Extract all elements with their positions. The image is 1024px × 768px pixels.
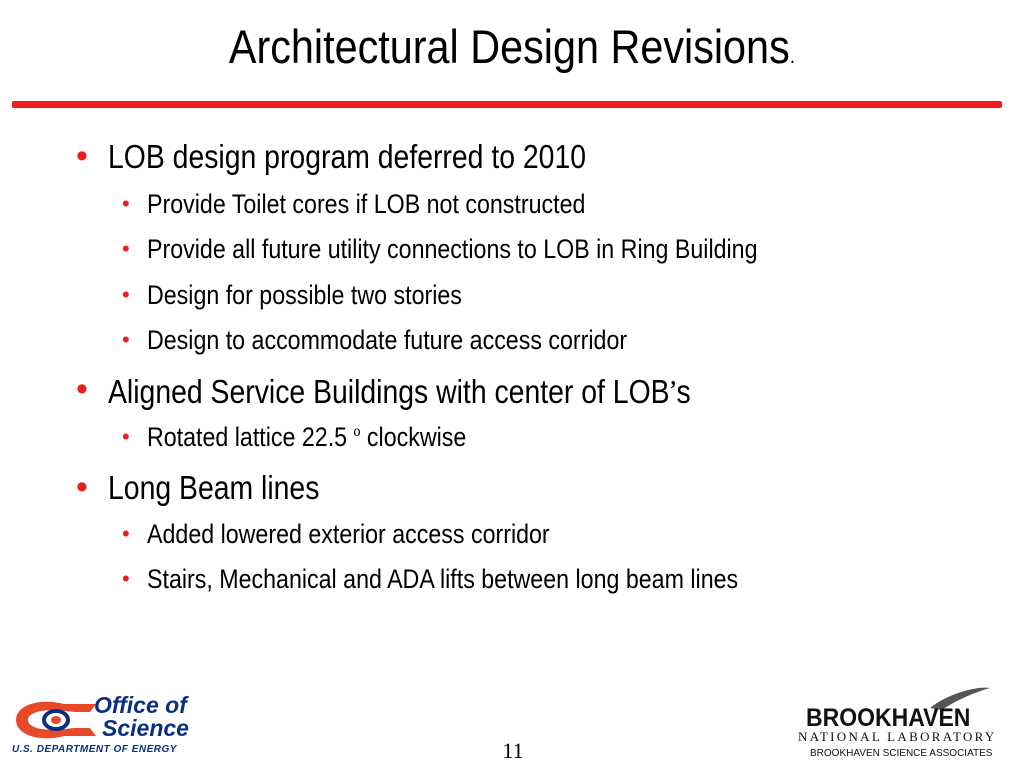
bullet-marker: • [76,468,88,506]
sub-bullet-marker: • [122,191,130,216]
bullet-marker: • [76,137,88,175]
bnl-name: BROOKHAVEN [806,704,971,732]
doe-logo-text [94,694,189,740]
degree-symbol: º [353,423,361,452]
sub-bullet-marker: • [122,327,130,352]
sub-bullet-marker: • [122,521,130,546]
sub-bullet-text: Added lowered exterior access corridor [147,519,550,549]
sub-bullet-text: Design for possible two stories [147,280,462,310]
bullet-marker: • [76,370,88,408]
sub-bullet-text [147,421,466,454]
sub-bullet-text: Stairs, Mechanical and ADA lifts between long beam lines [147,564,739,594]
doe-subtitle: U.S. DEPARTMENT OF ENERGY [12,744,177,755]
bullet-text-main: Aligned Service Buildings with center of LOB [108,373,670,410]
bnl-associates: BROOKHAVEN SCIENCE ASSOCIATES [810,748,993,759]
sub-bullet-text: Design to accommodate future access corridor [147,325,628,355]
bullet-text [108,371,691,411]
doe-line-2: Science [102,715,189,741]
sub-bullet-marker: • [122,236,130,261]
sub-text-end: clockwise [360,422,467,452]
sub-bullet-text: Provide Toilet cores if LOB not constructed [147,189,586,219]
bullet-text-end: s [676,373,691,410]
sub-bullet-marker: • [122,282,130,307]
bullet-text: LOB design program deferred to 2010 [108,138,587,175]
sub-text-main: Rotated lattice 22.5 [147,422,354,452]
bullet-text: Long Beam lines [108,469,320,506]
title-period: . [789,43,796,68]
apostrophe: ’ [669,377,677,403]
sub-bullet-text: Provide all future utility connections to LOB in Ring Building [147,234,758,264]
sub-bullet-marker: • [122,424,130,449]
page-number: 11 [502,738,524,763]
sub-bullet-marker: • [122,566,130,591]
bnl-lab: NATIONAL LABORATORY [798,729,997,744]
title-text: Architectural Design Revisions [228,20,790,73]
doe-line-1: Office of [94,692,187,718]
